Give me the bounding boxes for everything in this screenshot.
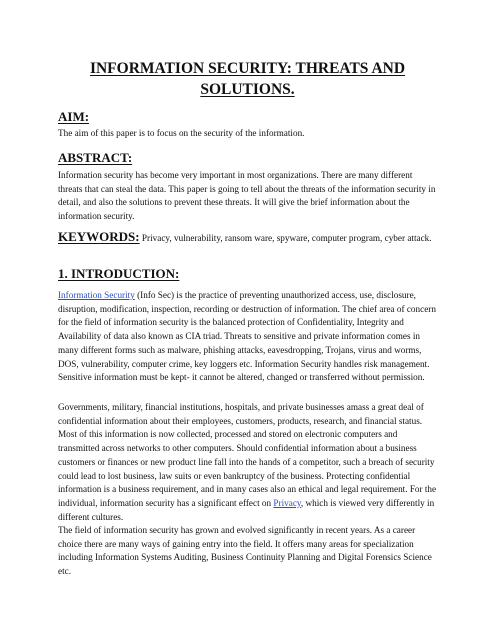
keywords-label: KEYWORDS:	[58, 229, 140, 244]
introduction-paragraph-1	[58, 289, 438, 385]
aim-heading: AIM:	[58, 109, 90, 124]
information-security-link[interactable]: Information Security	[58, 290, 135, 300]
paper-title: INFORMATION SECURITY: THREATS AND SOLUTIONS.	[89, 60, 406, 98]
aim-text: The aim of this paper is to focus on the security of the information.	[58, 128, 305, 138]
abstract-heading: ABSTRACT:	[58, 150, 133, 165]
introduction-paragraph-3: The field of information security has grown and evolved significantly in recent years. As a career choice there are many ways of gaining entry into the field. It offers many areas for specialization including Information Systems Auditing, Business Continuity Planning and Digital Forensics Science etc.	[58, 525, 432, 577]
abstract-text: Information security has become very important in most organizations. There are many different threats that can steal the data. This paper is going to tell about the threats of the information security in detail, and also the solutions to prevent these threats. It will give the brief information about the information security.	[58, 170, 436, 222]
introduction-heading: 1. INTRODUCTION:	[58, 266, 180, 281]
keywords-text: Privacy, vulnerability, ransom ware, spyware, computer program, cyber attack.	[139, 233, 432, 243]
introduction-paragraph-2-text: Governments, military, financial institutions, hospitals, and private businesses amass a great deal of confidential information about their employees, customers, products, research, and financial status. Most of this information is now collected, processed and stored on electronic computers and transmitted across networks to other computers. Should confidential information about a business customers or finances or new product line fall into the hands of a competitor, such a breach of security could lead to lost business, law suits or even bankruptcy of the business. Protecting confidential information is a business requirement, and in many cases also an ethical and legal requirement. For the individual, information security has a significant effect on	[58, 402, 437, 508]
introduction-paragraph-2	[58, 401, 438, 524]
keywords-paragraph	[58, 229, 438, 246]
introduction-paragraph-1-text: (Info Sec) is the practice of preventing unauthorized access, use, disclosure, disruption, modification, inspection, recording or destruction of information. The chief area of concern for the field of information security is the balanced protection of Confidentiality, Integrity and Availability of data also known as CIA triad. Threats to sensitive and private information comes in many different forms such as malware, phishing attacks, eavesdropping, Trojans, virus and worms, DOS, vulnerability, computer crime, key loggers etc. Information Security handles risk management. Sensitive information must be kept- it cannot be altered, changed or transferred without permission.	[58, 290, 436, 383]
introduction-paragraph-2-end: , which is viewed very differently in different cultures.	[58, 497, 435, 522]
privacy-link[interactable]: Privacy	[273, 497, 301, 508]
